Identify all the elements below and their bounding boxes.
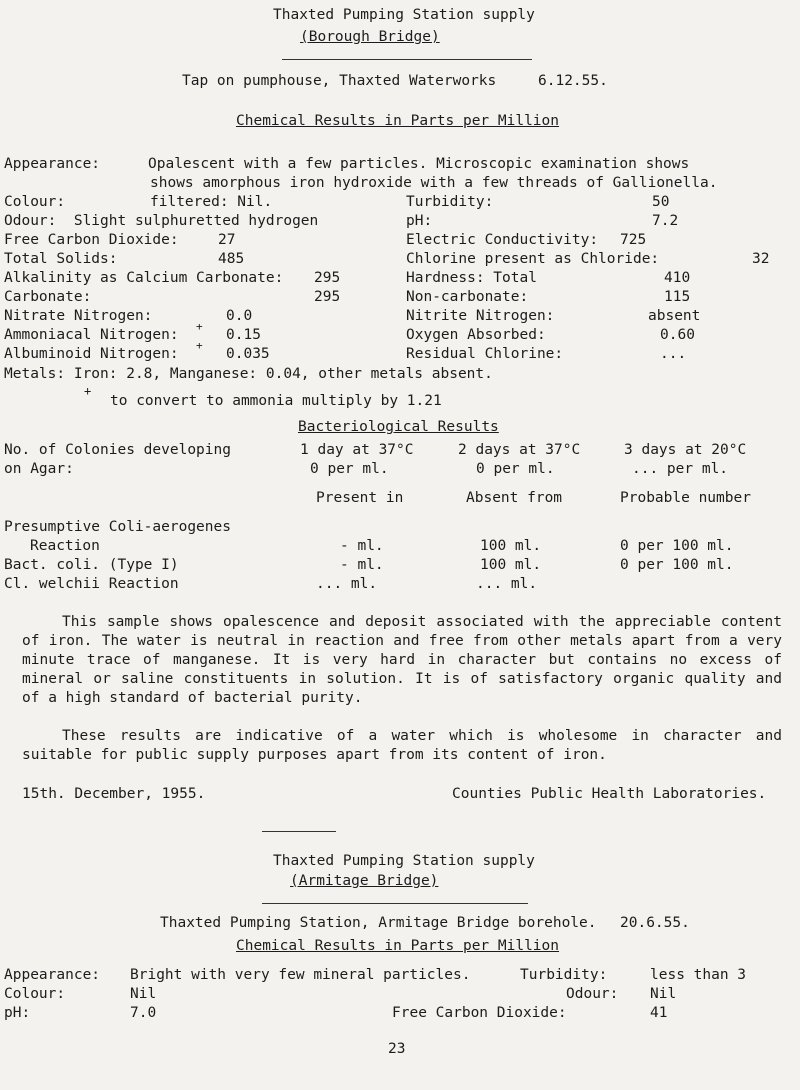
footnote: to convert to ammonia multiply by 1.21	[110, 393, 442, 409]
presumptive-label-2: Reaction	[30, 538, 100, 554]
presumptive-absent: 100 ml.	[480, 538, 542, 554]
signature-date: 15th. December, 1955.	[22, 786, 206, 802]
summary-paragraph-2: These results are indicative of a water which is wholesome in character and suitable for public supply purposes apart from its content of iron.	[22, 728, 782, 763]
total-solids-value: 485	[218, 251, 245, 267]
report1-subtitle: (Borough Bridge)	[300, 29, 440, 45]
bacteriological-heading: Bacteriological Results	[298, 419, 499, 435]
col2-heading: 2 days at 37°C	[458, 442, 581, 458]
col1-heading: 1 day at 37°C	[300, 442, 414, 458]
colour-filtered: filtered: Nil.	[150, 194, 273, 210]
appearance-line1: Opalescent with a few particles. Microscopic examination shows	[148, 156, 690, 172]
colonies-label-2: on Agar:	[4, 461, 74, 477]
ph-value: 7.2	[652, 213, 679, 229]
total-solids-label: Total Solids:	[4, 251, 118, 267]
report2-colour-value: Nil	[130, 986, 157, 1002]
report2-chemical-heading: Chemical Results in Parts per Million	[236, 938, 560, 954]
report1-title: Thaxted Pumping Station supply	[273, 7, 535, 23]
albuminoid-label: Albuminoid Nitrogen:	[4, 346, 179, 362]
report2-ph-label: pH:	[4, 1005, 31, 1021]
section-divider	[262, 831, 336, 832]
report2-odour-value: Nil	[650, 986, 677, 1002]
report2-subtitle: (Armitage Bridge)	[290, 873, 439, 889]
free-co2-value: 27	[218, 232, 236, 248]
present-in-heading: Present in	[316, 490, 404, 506]
col1-value: 0 per ml.	[310, 461, 389, 477]
welchii-present: ... ml.	[316, 576, 378, 592]
nitrate-value: 0.0	[226, 308, 253, 324]
metals-line: Metals: Iron: 2.8, Manganese: 0.04, other metals absent.	[4, 366, 493, 382]
report2-ph-value: 7.0	[130, 1005, 157, 1021]
turbidity-label: Turbidity:	[406, 194, 494, 210]
colonies-label-1: No. of Colonies developing	[4, 442, 231, 458]
carbonate-value: 295	[314, 289, 341, 305]
free-co2-label: Free Carbon Dioxide:	[4, 232, 179, 248]
ammoniacal-value: 0.15	[226, 327, 261, 343]
presumptive-probable: 0 per 100 ml.	[620, 538, 734, 554]
report2-appearance-value: Bright with very few mineral particles.	[130, 967, 471, 983]
report1-source: Tap on pumphouse, Thaxted Waterworks	[182, 73, 497, 89]
oxygen-label: Oxygen Absorbed:	[406, 327, 546, 343]
alkalinity-label: Alkalinity as Calcium Carbonate:	[4, 270, 284, 286]
report1-chemical-heading: Chemical Results in Parts per Million	[236, 113, 560, 129]
probable-number-heading: Probable number	[620, 490, 751, 506]
nitrite-label: Nitrite Nitrogen:	[406, 308, 555, 324]
report2-free-co2-label: Free Carbon Dioxide:	[392, 1005, 567, 1021]
absent-from-heading: Absent from	[466, 490, 563, 506]
report2-free-co2-value: 41	[650, 1005, 668, 1021]
nitrite-value: absent	[648, 308, 701, 324]
report2-date: 20.6.55.	[620, 915, 690, 931]
conductivity-label: Electric Conductivity:	[406, 232, 599, 248]
report2-appearance-label: Appearance:	[4, 967, 101, 983]
carbonate-label: Carbonate:	[4, 289, 92, 305]
summary-paragraph-1: This sample shows opalescence and deposit associated with the appreciable content of iron. The water is neutral in reaction and free from other metals apart from a very minute trace of manganese. It is very hard in character but contains no excess of mineral or saline constituents in solution. It is of satisfactory organic quality and of a high standard of bacterial purity.	[22, 614, 782, 706]
bact-coli-probable: 0 per 100 ml.	[620, 557, 734, 573]
conductivity-value: 725	[620, 232, 647, 248]
appearance-label: Appearance:	[4, 156, 101, 172]
odour-line: Odour: Slight sulphuretted hydrogen	[4, 213, 319, 229]
welchii-absent: ... ml.	[476, 576, 538, 592]
bact-coli-present: - ml.	[340, 557, 384, 573]
report2-title: Thaxted Pumping Station supply	[273, 853, 535, 869]
hardness-total-value: 410	[664, 270, 691, 286]
colour-label: Colour:	[4, 194, 66, 210]
col3-heading: 3 days at 20°C	[624, 442, 747, 458]
bact-coli-absent: 100 ml.	[480, 557, 542, 573]
presumptive-label-1: Presumptive Coli-aerogenes	[4, 519, 231, 535]
report2-colour-label: Colour:	[4, 986, 66, 1002]
chlorine-label: Chlorine present as Chloride:	[406, 251, 660, 267]
subtitle-underline	[282, 59, 532, 60]
noncarbonate-value: 115	[664, 289, 691, 305]
ammoniacal-plus: +	[196, 320, 203, 333]
hardness-total-label: Hardness: Total	[406, 270, 537, 286]
welchii-label: Cl. welchii Reaction	[4, 576, 179, 592]
ph-label: pH:	[406, 213, 433, 229]
turbidity-value: 50	[652, 194, 670, 210]
laboratory-name: Counties Public Health Laboratories.	[452, 786, 767, 802]
alkalinity-value: 295	[314, 270, 341, 286]
page-number: 23	[388, 1041, 406, 1057]
report2-subtitle-underline	[262, 903, 528, 904]
nitrate-label: Nitrate Nitrogen:	[4, 308, 153, 324]
footnote-plus: +	[84, 384, 92, 398]
col2-value: 0 per ml.	[476, 461, 555, 477]
residual-chlorine-label: Residual Chlorine:	[406, 346, 564, 362]
ammoniacal-label: Ammoniacal Nitrogen:	[4, 327, 179, 343]
report2-odour-label: Odour:	[566, 986, 619, 1002]
albuminoid-value: 0.035	[226, 346, 270, 362]
report2-turbidity-label: Turbidity:	[520, 967, 608, 983]
oxygen-value: 0.60	[660, 327, 695, 343]
residual-chlorine-value: ...	[660, 346, 687, 362]
noncarbonate-label: Non-carbonate:	[406, 289, 529, 305]
report2-source: Thaxted Pumping Station, Armitage Bridge borehole.	[160, 915, 597, 931]
chlorine-value: 32	[752, 251, 770, 267]
appearance-line2: shows amorphous iron hydroxide with a few threads of Gallionella.	[150, 175, 718, 191]
bact-coli-label: Bact. coli. (Type I)	[4, 557, 179, 573]
report1-date: 6.12.55.	[538, 73, 608, 89]
col3-value: ... per ml.	[632, 461, 729, 477]
report2-turbidity-value: less than 3	[650, 967, 747, 983]
albuminoid-plus: +	[196, 339, 203, 352]
presumptive-present: - ml.	[340, 538, 384, 554]
